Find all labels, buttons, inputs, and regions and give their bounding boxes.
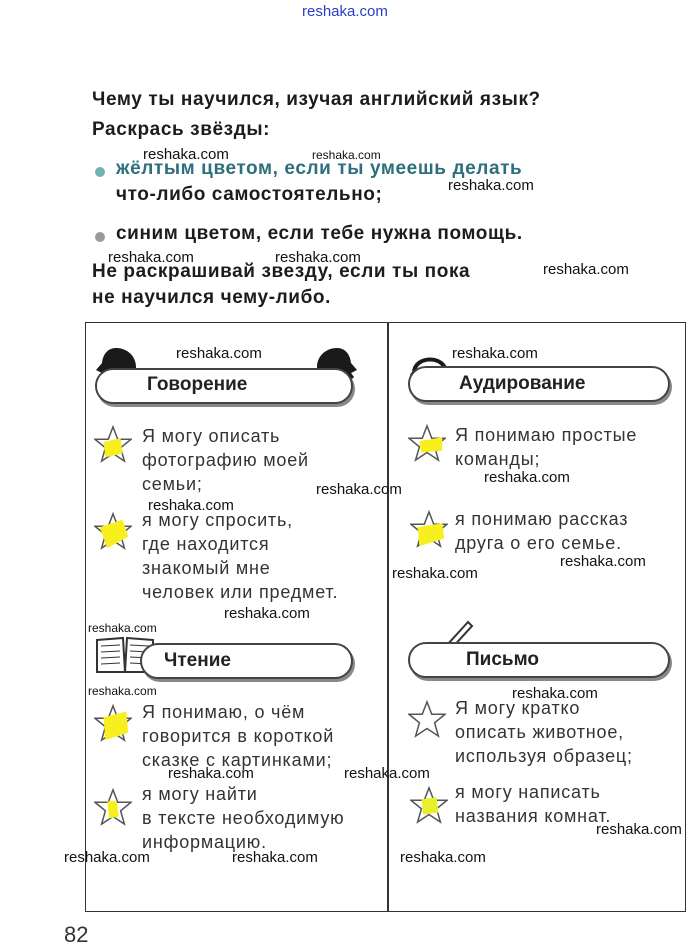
skill-speaking-1: Я могу описать фотографию моей семьи; bbox=[142, 426, 309, 494]
watermark: reshaka.com bbox=[344, 765, 430, 782]
skill-writing-1: Я могу кратко описать животное, используя образец; bbox=[455, 698, 633, 766]
star-icon[interactable] bbox=[408, 700, 446, 738]
skill-listening-2: я понимаю рассказ друга о его семье. bbox=[455, 509, 629, 553]
star-icon[interactable] bbox=[410, 786, 448, 824]
watermark: reshaka.com bbox=[484, 469, 570, 486]
watermark: reshaka.com bbox=[88, 621, 157, 635]
star-icon[interactable] bbox=[94, 788, 132, 826]
page-number: 82 bbox=[64, 922, 89, 947]
watermark: reshaka.com bbox=[392, 565, 478, 582]
bullet-yellow-line2: что-либо самостоятельно; bbox=[116, 184, 383, 205]
section-title-reading: Чтение bbox=[164, 650, 231, 671]
watermark: reshaka.com bbox=[596, 821, 682, 838]
watermark: reshaka.com bbox=[400, 849, 486, 866]
skill-reading-1: Я понимаю, о чём говорится в короткой сказке с картинками; bbox=[142, 702, 335, 770]
skill-writing-2: я могу написать названия комнат. bbox=[455, 782, 612, 826]
watermark: reshaka.com bbox=[88, 684, 157, 698]
skill-speaking-2: я могу спросить, где находится знакомый мне человек или предмет. bbox=[142, 510, 339, 602]
section-header-writing bbox=[408, 642, 670, 678]
watermark: reshaka.com bbox=[316, 481, 402, 498]
watermark: reshaka.com bbox=[512, 685, 598, 702]
star-icon[interactable] bbox=[408, 424, 446, 462]
skill-listening-1: Я понимаю простые команды; bbox=[455, 425, 638, 469]
watermark: reshaka.com bbox=[543, 261, 629, 278]
note-line2: не научился чему-либо. bbox=[92, 287, 332, 308]
star-icon[interactable] bbox=[94, 704, 132, 742]
watermark: reshaka.com bbox=[448, 177, 534, 194]
star-icon[interactable] bbox=[94, 512, 132, 550]
watermark: reshaka.com bbox=[143, 146, 229, 163]
star-icon[interactable] bbox=[410, 510, 448, 548]
watermark: reshaka.com bbox=[64, 849, 150, 866]
bullet-blue-line: синим цветом, если тебе нужна помощь. bbox=[116, 223, 523, 244]
watermark: reshaka.com bbox=[560, 553, 646, 570]
site-header-link[interactable]: reshaka.com bbox=[302, 3, 388, 20]
watermark: reshaka.com bbox=[168, 765, 254, 782]
section-title-writing: Письмо bbox=[466, 649, 539, 670]
bullet-dot-icon bbox=[95, 167, 105, 177]
question-heading: Чему ты научился, изучая английский язык? bbox=[92, 89, 541, 110]
watermark: reshaka.com bbox=[452, 345, 538, 362]
instruction-heading: Раскрась звёзды: bbox=[92, 119, 271, 140]
section-title-listening: Аудирование bbox=[459, 373, 586, 394]
grid-divider bbox=[387, 322, 389, 912]
watermark: reshaka.com bbox=[108, 249, 194, 266]
bullet-dot-icon bbox=[95, 232, 105, 242]
watermark: reshaka.com bbox=[224, 605, 310, 622]
watermark: reshaka.com bbox=[232, 849, 318, 866]
star-icon[interactable] bbox=[94, 425, 132, 463]
watermark: reshaka.com bbox=[275, 249, 361, 266]
watermark: reshaka.com bbox=[312, 148, 381, 162]
skill-reading-2: я могу найти в тексте необходимую информацию. bbox=[142, 784, 345, 852]
note-line1: Не раскрашивай звезду, если ты пока bbox=[92, 261, 471, 282]
bullet-yellow-line1: жёлтым цветом, если ты умеешь делать bbox=[116, 158, 523, 179]
watermark: reshaka.com bbox=[176, 345, 262, 362]
section-title-speaking: Говорение bbox=[147, 374, 248, 395]
watermark: reshaka.com bbox=[148, 497, 234, 514]
